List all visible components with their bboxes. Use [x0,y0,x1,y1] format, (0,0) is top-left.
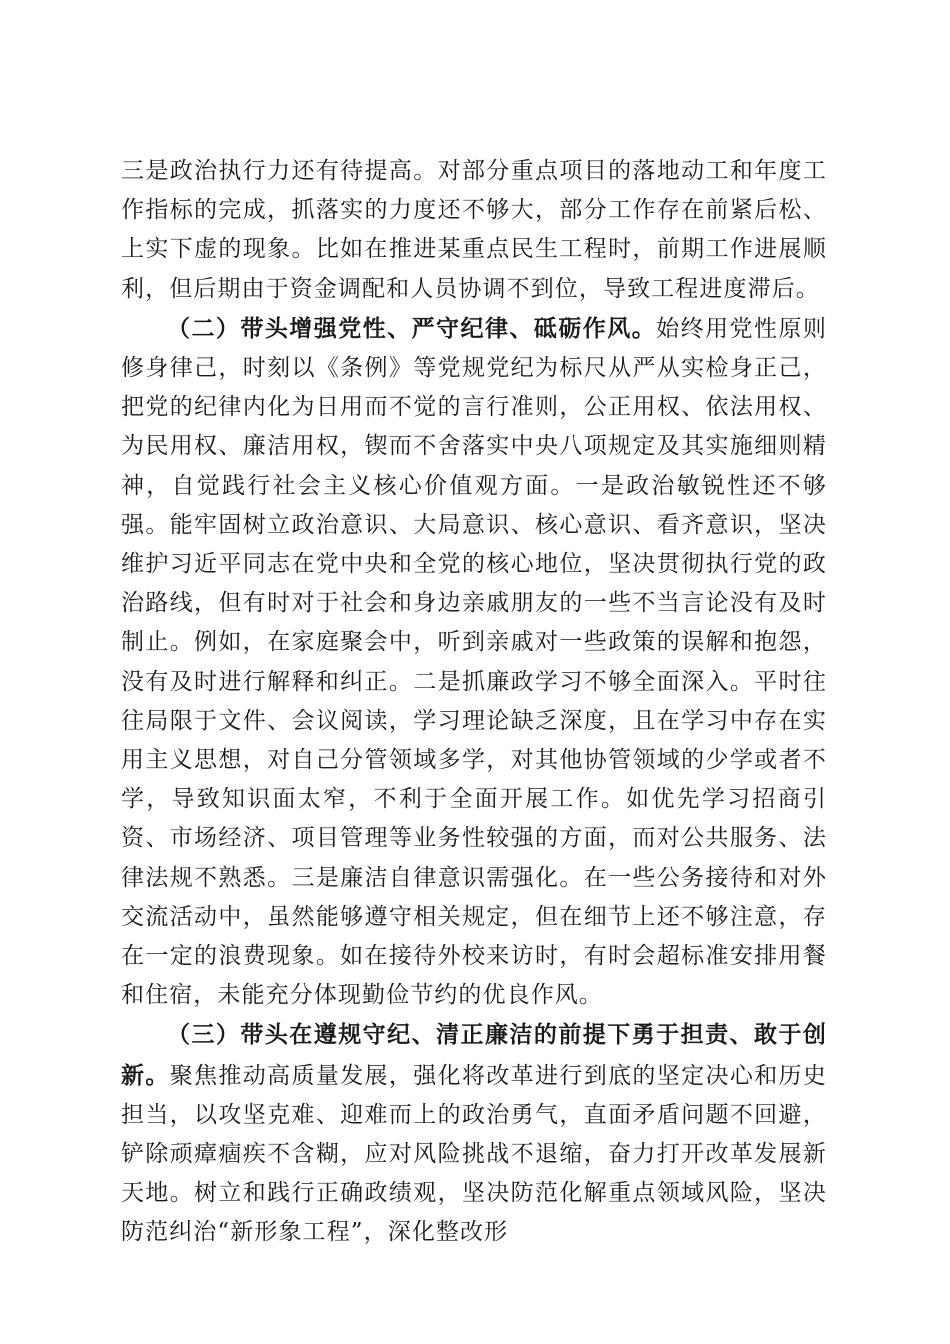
section-heading-three: （三）带头在遵规守纪、清正廉洁的前提下勇于担责、敢于创新。 [121,1021,827,1089]
paragraph-section-three [121,1015,827,1252]
paragraph-section-two [121,309,827,1016]
paragraph-text: 聚焦推动高质量发展，强化将改革进行到底的坚定决心和历史担当，以攻坚克难、迎难而上的政治勇气，直面矛盾问题不回避，铲除顽瘴痼疾不含糊，应对风险挑战不退缩，奋力打开改革发展新天地。树立和践行正确政绩观，坚决防范化解重点领域风险，坚决防范纠治“新形象工程”，深化整改形 [121,1062,828,1246]
section-heading-two: （二）带头增强党性、严守纪律、砥砺作风。 [167,314,657,342]
paragraph-text: 始终用党性原则修身律己，时刻以《条例》等党规党纪为标尺从严从实检身正己，把党的纪律内化为日用而不觉的言行准则，公正用权、依法用权、为民用权、廉洁用权，锲而不舍落实中央八项规定及其实施细则精神，自觉践行社会主义核心价值观方面。一是政治敏锐性还不够强。能牢固树立政治意识、大局意识、核心意识、看齐意识，坚决维护习近平同志在党中央和全党的核心地位，坚决贯彻执行党的政治路线，但有时对于社会和身边亲戚朋友的一些不当言论没有及时制止。例如，在家庭聚会中，听到亲戚对一些政策的误解和抱怨，没有及时进行解释和纠正。二是抓廉政学习不够全面深入。平时往往局限于文件、会议阅读，学习理论缺乏深度，且在学习中存在实用主义思想，对自己分管领域多学，对其他协管领域的少学或者不学，导致知识面太窄，不利于全面开展工作。如优先学习招商引资、市场经济、项目管理等业务性较强的方面，而对公共服务、法律法规不熟悉。三是廉洁自律意识需强化。在一些公务接待和对外交流活动中，虽然能够遵守相关规定，但在细节上还不够注意，存在一定的浪费现象。如在接待外校来访时，有时会超标准安排用餐和住宿，未能充分体现勤俭节约的优良作风。 [121,315,828,1009]
paragraph-political-execution [121,152,827,309]
document-body [121,152,827,1253]
paragraph-text: 三是政治执行力还有待提高。对部分重点项目的落地动工和年度工作指标的完成，抓落实的力度还不够大，部分工作存在前紧后松、上实下虚的现象。比如在推进某重点民生工程时，前期工作进展顺利，但后期由于资金调配和人员协调不到位，导致工程进度滞后。 [121,158,827,302]
